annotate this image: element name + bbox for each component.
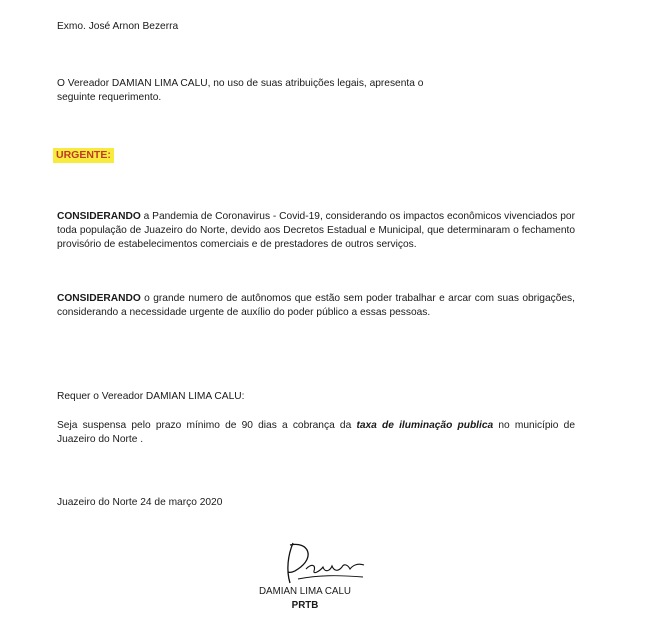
urgent-label: URGENTE:: [53, 148, 114, 163]
request-intro: Requer o Vereador DAMIAN LIMA CALU:: [57, 391, 245, 402]
request-text-after: no município de Juazeiro do Norte .: [57, 420, 575, 446]
request-text-before: Seja suspensa pelo prazo mínimo de 90 dias a cobrança da: [57, 420, 357, 431]
addressee-line: Exmo. José Arnon Bezerra: [57, 21, 179, 32]
considerando-text-2: o grande numero de autônomos que estão sem poder trabalhar e arcar com suas obrigações, considerando a necessidade urgente de auxílio do poder público a essas pessoas.: [57, 293, 575, 319]
considerando-paragraph-2: [57, 292, 575, 320]
intro-line-2: seguinte requerimento.: [57, 92, 162, 103]
considerando-keyword-2: CONSIDERANDO: [57, 293, 141, 304]
request-text-emphasis: taxa de iluminação publica: [356, 420, 494, 431]
handwritten-signature: [268, 535, 378, 590]
signature-name: DAMIAN LIMA CALU: [258, 586, 351, 597]
request-paragraph: [57, 419, 575, 447]
considerando-keyword-1: CONSIDERANDO: [57, 211, 141, 222]
intro-line-1: O Vereador DAMIAN LIMA CALU, no uso de suas atribuições legais, apresenta o: [57, 78, 424, 89]
considerando-paragraph-1: [57, 210, 575, 253]
signature-party: PRTB: [291, 600, 319, 611]
considerando-text-1: a Pandemia de Coronavirus - Covid-19, considerando os impactos econômicos vivenciados por toda população de Juazeiro do Norte, devido aos Decretos Estadual e Municipal, que determinaram o fechamento provisório de estabelecimentos comerciais e de prestadores de outros serviços.: [57, 211, 575, 251]
place-date-line: Juazeiro do Norte 24 de março 2020: [57, 497, 223, 508]
